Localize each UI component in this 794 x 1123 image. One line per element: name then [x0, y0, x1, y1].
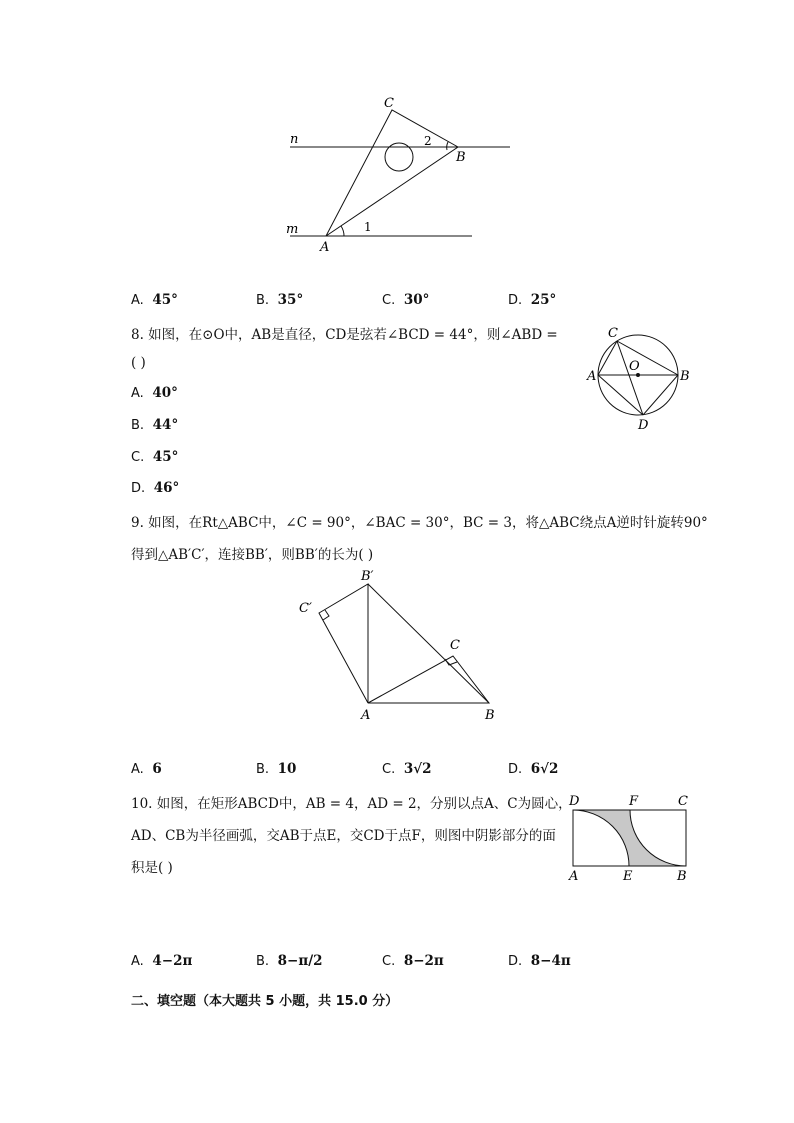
- q10-stem-line3: 积是( ): [131, 860, 173, 876]
- q9-option-c-value: 3√2: [403, 761, 432, 777]
- q10-option-b[interactable]: [256, 953, 323, 969]
- q7-option-a[interactable]: [131, 292, 178, 308]
- q9-option-a-letter: A.: [131, 762, 144, 777]
- q7-option-d-value: 25°: [530, 292, 557, 308]
- q7-option-b-letter: B.: [256, 293, 270, 308]
- triangle-abc: [326, 110, 458, 236]
- q10-figure: [565, 790, 695, 885]
- q10-option-d-value: 8−4π: [530, 953, 571, 969]
- label-1: 1: [364, 220, 372, 234]
- q9-option-d-letter: D.: [508, 762, 523, 777]
- label-c: C: [678, 794, 688, 809]
- q9-option-b[interactable]: [256, 761, 296, 777]
- label-a: A: [569, 869, 579, 884]
- q9-option-a-value: 6: [152, 761, 162, 777]
- label-e: E: [623, 869, 633, 884]
- q7-option-c[interactable]: [382, 292, 429, 308]
- q10-stem-line1: 10. 如图，在矩形ABCD中，AB = 4，AD = 2，分别以点A、C为圆心，: [131, 796, 572, 812]
- q8-option-c[interactable]: [131, 449, 178, 465]
- q7-option-d-letter: D.: [508, 293, 523, 308]
- q8-option-a-letter: A.: [131, 386, 144, 401]
- q8-figure: [585, 322, 695, 432]
- q10-option-d[interactable]: [508, 953, 571, 969]
- angle-1-arc: [341, 226, 344, 236]
- q7-option-c-value: 30°: [403, 292, 430, 308]
- q7-option-b[interactable]: [256, 292, 303, 308]
- q8-option-d-letter: D.: [131, 481, 146, 496]
- label-c-prime: C′: [299, 601, 312, 616]
- q8-option-d-value: 46°: [153, 480, 180, 496]
- section-2-heading: 二、填空题（本大题共 5 小题，共 15.0 分）: [131, 994, 399, 1009]
- q9-option-d-value: 6√2: [530, 761, 559, 777]
- triangle-ab-prime-c-prime: [319, 584, 368, 703]
- q9-option-c-letter: C.: [382, 762, 396, 777]
- q8-option-c-value: 45°: [152, 449, 179, 465]
- label-b-prime: B′: [361, 569, 374, 584]
- label-b: B: [680, 369, 690, 384]
- label-n: n: [290, 132, 299, 147]
- q9-figure: [295, 565, 505, 725]
- q10-option-d-letter: D.: [508, 954, 523, 969]
- segment-cb: [617, 341, 678, 375]
- angle-2-arc: [447, 142, 448, 150]
- label-2: 2: [424, 134, 432, 148]
- q8-option-b-value: 44°: [152, 417, 179, 433]
- label-a: A: [320, 240, 330, 255]
- q7-option-b-value: 35°: [277, 292, 304, 308]
- q7-option-a-letter: A.: [131, 293, 144, 308]
- q10-option-c-value: 8−2π: [403, 953, 444, 969]
- q10-option-a-letter: A.: [131, 954, 144, 969]
- q9-stem-line2: 得到△AB′C′，连接BB′，则BB′的长为( ): [131, 547, 374, 563]
- label-d: D: [569, 794, 580, 809]
- q10-option-c[interactable]: [382, 953, 444, 969]
- label-b: B: [456, 150, 466, 165]
- q8-option-a-value: 40°: [152, 385, 178, 401]
- q8-option-b[interactable]: [131, 417, 178, 433]
- segment-ac: [598, 341, 617, 375]
- q9-option-d[interactable]: [508, 761, 558, 777]
- q10-option-c-letter: C.: [382, 954, 396, 969]
- label-c: C: [608, 326, 618, 341]
- label-a: A: [361, 708, 371, 723]
- q7-option-a-value: 45°: [152, 292, 178, 308]
- q8-option-c-letter: C.: [131, 450, 145, 465]
- q10-option-b-value: 8−π/2: [277, 953, 323, 969]
- label-o: O: [629, 359, 640, 374]
- triangle-abc: [368, 656, 489, 703]
- label-a: A: [587, 369, 597, 384]
- q9-stem-line1: 9. 如图，在Rt△ABC中，∠C = 90°，∠BAC = 30°，BC = 3，将△ABC绕点A逆时针旋转90°: [131, 515, 708, 531]
- q10-stem-line2: AD、CB为半径画弧，交AB于点E，交CD于点F，则图中阴影部分的面: [131, 828, 556, 844]
- label-f: F: [629, 794, 639, 809]
- q8-option-d[interactable]: [131, 480, 179, 496]
- label-c: C: [384, 96, 394, 111]
- q8-stem-line2: ( ): [131, 355, 146, 371]
- q9-option-b-value: 10: [277, 761, 297, 777]
- label-m: m: [286, 222, 299, 237]
- label-c: C: [450, 638, 460, 653]
- label-b: B: [677, 869, 687, 884]
- label-d: D: [638, 418, 649, 432]
- q8-stem-line1: 8. 如图，在⊙O中，AB是直径，CD是弦若∠BCD = 44°，则∠ABD =: [131, 327, 558, 343]
- q10-option-a-value: 4−2π: [152, 953, 193, 969]
- label-b: B: [485, 708, 495, 723]
- right-angle-c-prime: [323, 610, 329, 620]
- q8-option-a[interactable]: [131, 385, 178, 401]
- q10-option-a[interactable]: [131, 953, 192, 969]
- q9-option-c[interactable]: [382, 761, 431, 777]
- q9-option-b-letter: B.: [256, 762, 270, 777]
- segment-bb-prime: [368, 584, 489, 703]
- q9-option-a[interactable]: [131, 761, 162, 777]
- q8-option-b-letter: B.: [131, 418, 145, 433]
- q10-option-b-letter: B.: [256, 954, 270, 969]
- q7-figure: [280, 95, 520, 255]
- q7-option-c-letter: C.: [382, 293, 396, 308]
- q7-option-d[interactable]: [508, 292, 556, 308]
